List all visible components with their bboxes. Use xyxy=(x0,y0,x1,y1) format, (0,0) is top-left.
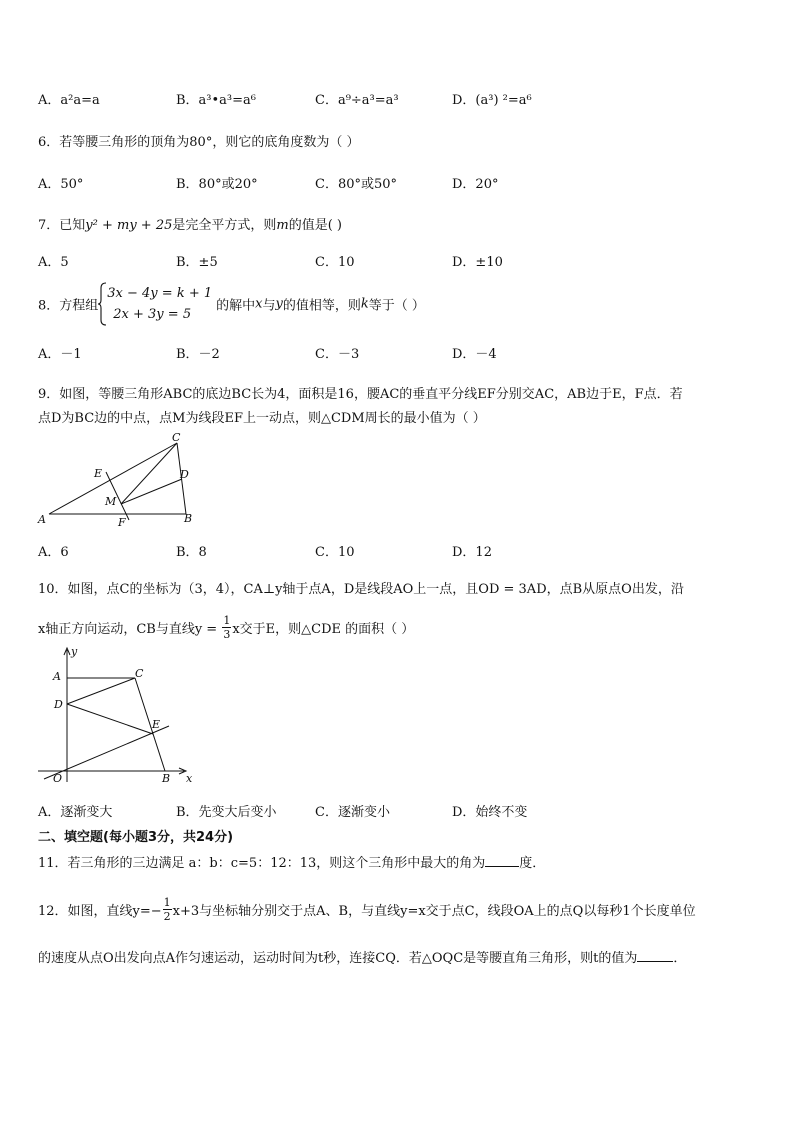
label-f: F xyxy=(118,516,126,528)
q12-stem-line1-b: x+3与坐标轴分别交于点A、B，与直线y=x交于点C，线段OA上的点Q以每秒1个长度单位 xyxy=(172,904,696,919)
q7-option-a[interactable]: A．5 xyxy=(38,255,69,270)
brace-icon xyxy=(98,282,107,326)
q9-stem-line1: 9．如图，等腰三角形ABC的底边BC长为4，面积是16，腰AC的垂直平分线EF分别交AC，AB边于E，F点．若 xyxy=(38,387,683,402)
label-a: A xyxy=(38,513,46,526)
q7-option-c[interactable]: C．10 xyxy=(315,255,355,270)
q12-stem-line1 xyxy=(38,896,696,923)
q6-option-d[interactable]: D．20° xyxy=(452,177,499,192)
section-title-fill-in: 二、填空题(每小题3分，共24分) xyxy=(38,830,234,845)
label-b: B xyxy=(184,512,193,525)
q8-stem-d: 的值相等，则 xyxy=(282,298,361,314)
q7-expression: y² + my + 25 xyxy=(85,218,173,233)
q10-stem-line2-b: x交于E，则△CDE 的面积（ ） xyxy=(232,622,415,637)
q8-stem-e: 等于（ ） xyxy=(368,298,425,314)
label-m: M xyxy=(105,495,117,508)
q9-option-b[interactable]: B．8 xyxy=(176,545,207,560)
q6-option-a[interactable]: A．50° xyxy=(38,177,84,192)
label-a: A xyxy=(53,670,61,683)
q10-option-d[interactable]: D．始终不变 xyxy=(452,805,528,820)
q10-option-b[interactable]: B．先变大后变小 xyxy=(176,805,277,820)
q6-option-c[interactable]: C．80°或50° xyxy=(315,177,398,192)
label-d: D xyxy=(54,698,63,711)
q10-fraction xyxy=(222,614,231,641)
segment-cb xyxy=(135,678,165,771)
q10-option-c[interactable]: C．逐渐变小 xyxy=(315,805,390,820)
q11-stem xyxy=(38,852,545,871)
q12-fraction-numerator: 1 xyxy=(163,896,171,909)
q8-option-c[interactable]: C．－3 xyxy=(315,347,360,362)
q8-equation-2: 2x + 3y = 5 xyxy=(113,307,192,322)
q10-stem-line2-a: x轴正方向运动，CB与直线y = xyxy=(38,622,222,637)
q8-option-d[interactable]: D．－4 xyxy=(452,347,497,362)
q10-option-a[interactable]: A．逐渐变大 xyxy=(38,805,113,820)
label-y: y xyxy=(71,645,78,658)
q12-fraction-denominator: 2 xyxy=(163,910,171,923)
label-e: E xyxy=(94,467,103,480)
q12-answer-blank[interactable] xyxy=(637,961,673,962)
q8-var-k: k xyxy=(360,296,369,312)
q12-stem-line1-a: 12．如图，直线y=− xyxy=(38,904,162,919)
q11-answer-blank[interactable] xyxy=(485,866,519,867)
q8-stem-c: 与 xyxy=(262,298,276,314)
label-o: O xyxy=(53,772,63,785)
q8-stem xyxy=(38,282,425,326)
q10-fraction-numerator: 1 xyxy=(223,614,231,627)
q5-option-a[interactable]: A．a²a=a xyxy=(38,93,100,108)
q7-stem-b: 是完全平方式，则 xyxy=(172,218,277,233)
label-e: E xyxy=(152,718,161,731)
q12-stem-line2 xyxy=(38,947,686,966)
q9-stem-line2: 点D为BC边的中点，点M为线段EF上一动点，则△CDM周长的最小值为（ ） xyxy=(38,411,486,426)
q7-option-b[interactable]: B．±5 xyxy=(176,255,218,270)
q7-stem xyxy=(38,214,342,233)
q7-stem-a: 7．已知 xyxy=(38,218,86,233)
q12-stem-line2-text: 的速度从点O出发向点A作匀速运动，运动时间为t秒，连接CQ．若△OQC是等腰直角三角形，则t的值为 xyxy=(38,951,638,966)
q5-option-b[interactable]: B．a³•a³=a⁶ xyxy=(176,93,256,108)
label-b: B xyxy=(162,772,171,785)
label-c: C xyxy=(135,667,144,680)
q8-var-y: y xyxy=(275,296,283,312)
q8-equation-1: 3x − 4y = k + 1 xyxy=(107,286,213,301)
q8-stem-a: 8．方程组 xyxy=(38,298,99,314)
q5-option-d[interactable]: D．(a³) ²=a⁶ xyxy=(452,93,532,108)
q8-var-x: x xyxy=(255,296,263,312)
segment-de xyxy=(67,704,153,734)
q9-triangle-figure xyxy=(34,432,204,528)
q7-variable: m xyxy=(276,218,289,233)
q10-coordinate-figure xyxy=(34,644,200,786)
q5-option-c[interactable]: C．a⁹÷a³=a³ xyxy=(315,93,399,108)
q12-fraction xyxy=(163,896,172,923)
q9-option-d[interactable]: D．12 xyxy=(452,545,492,560)
label-c: C xyxy=(172,432,181,444)
segment-md xyxy=(121,479,182,504)
q11-stem-a: 11．若三角形的三边满足 a：b：c=5：12：13，则这个三角形中最大的角为 xyxy=(38,856,486,871)
q12-stem-line2-end: ． xyxy=(673,951,687,966)
q10-stem-line2 xyxy=(38,614,414,641)
q8-stem-b: 的解中 xyxy=(216,298,256,314)
label-d: D xyxy=(180,468,189,481)
q9-option-a[interactable]: A．6 xyxy=(38,545,69,560)
q7-stem-c: 的值是( ) xyxy=(288,218,342,233)
q6-option-b[interactable]: B．80°或20° xyxy=(176,177,258,192)
segment-dc xyxy=(67,678,135,704)
q8-equation-system xyxy=(107,283,212,325)
q6-stem: 6．若等腰三角形的顶角为80°，则它的底角度数为（ ） xyxy=(38,135,360,150)
q10-fraction-denominator: 3 xyxy=(223,628,231,641)
q7-option-d[interactable]: D．±10 xyxy=(452,255,503,270)
q11-stem-b: 度． xyxy=(519,856,546,871)
q8-option-a[interactable]: A．－1 xyxy=(38,347,82,362)
q10-stem-line1: 10．如图，点C的坐标为（3，4），CA⊥y轴于点A，D是线段AO上一点，且OD = 3AD，点B从原点O出发，沿 xyxy=(38,582,684,597)
q8-option-b[interactable]: B．－2 xyxy=(176,347,220,362)
segment-cm xyxy=(121,443,177,504)
q9-option-c[interactable]: C．10 xyxy=(315,545,355,560)
label-x: x xyxy=(186,772,193,785)
